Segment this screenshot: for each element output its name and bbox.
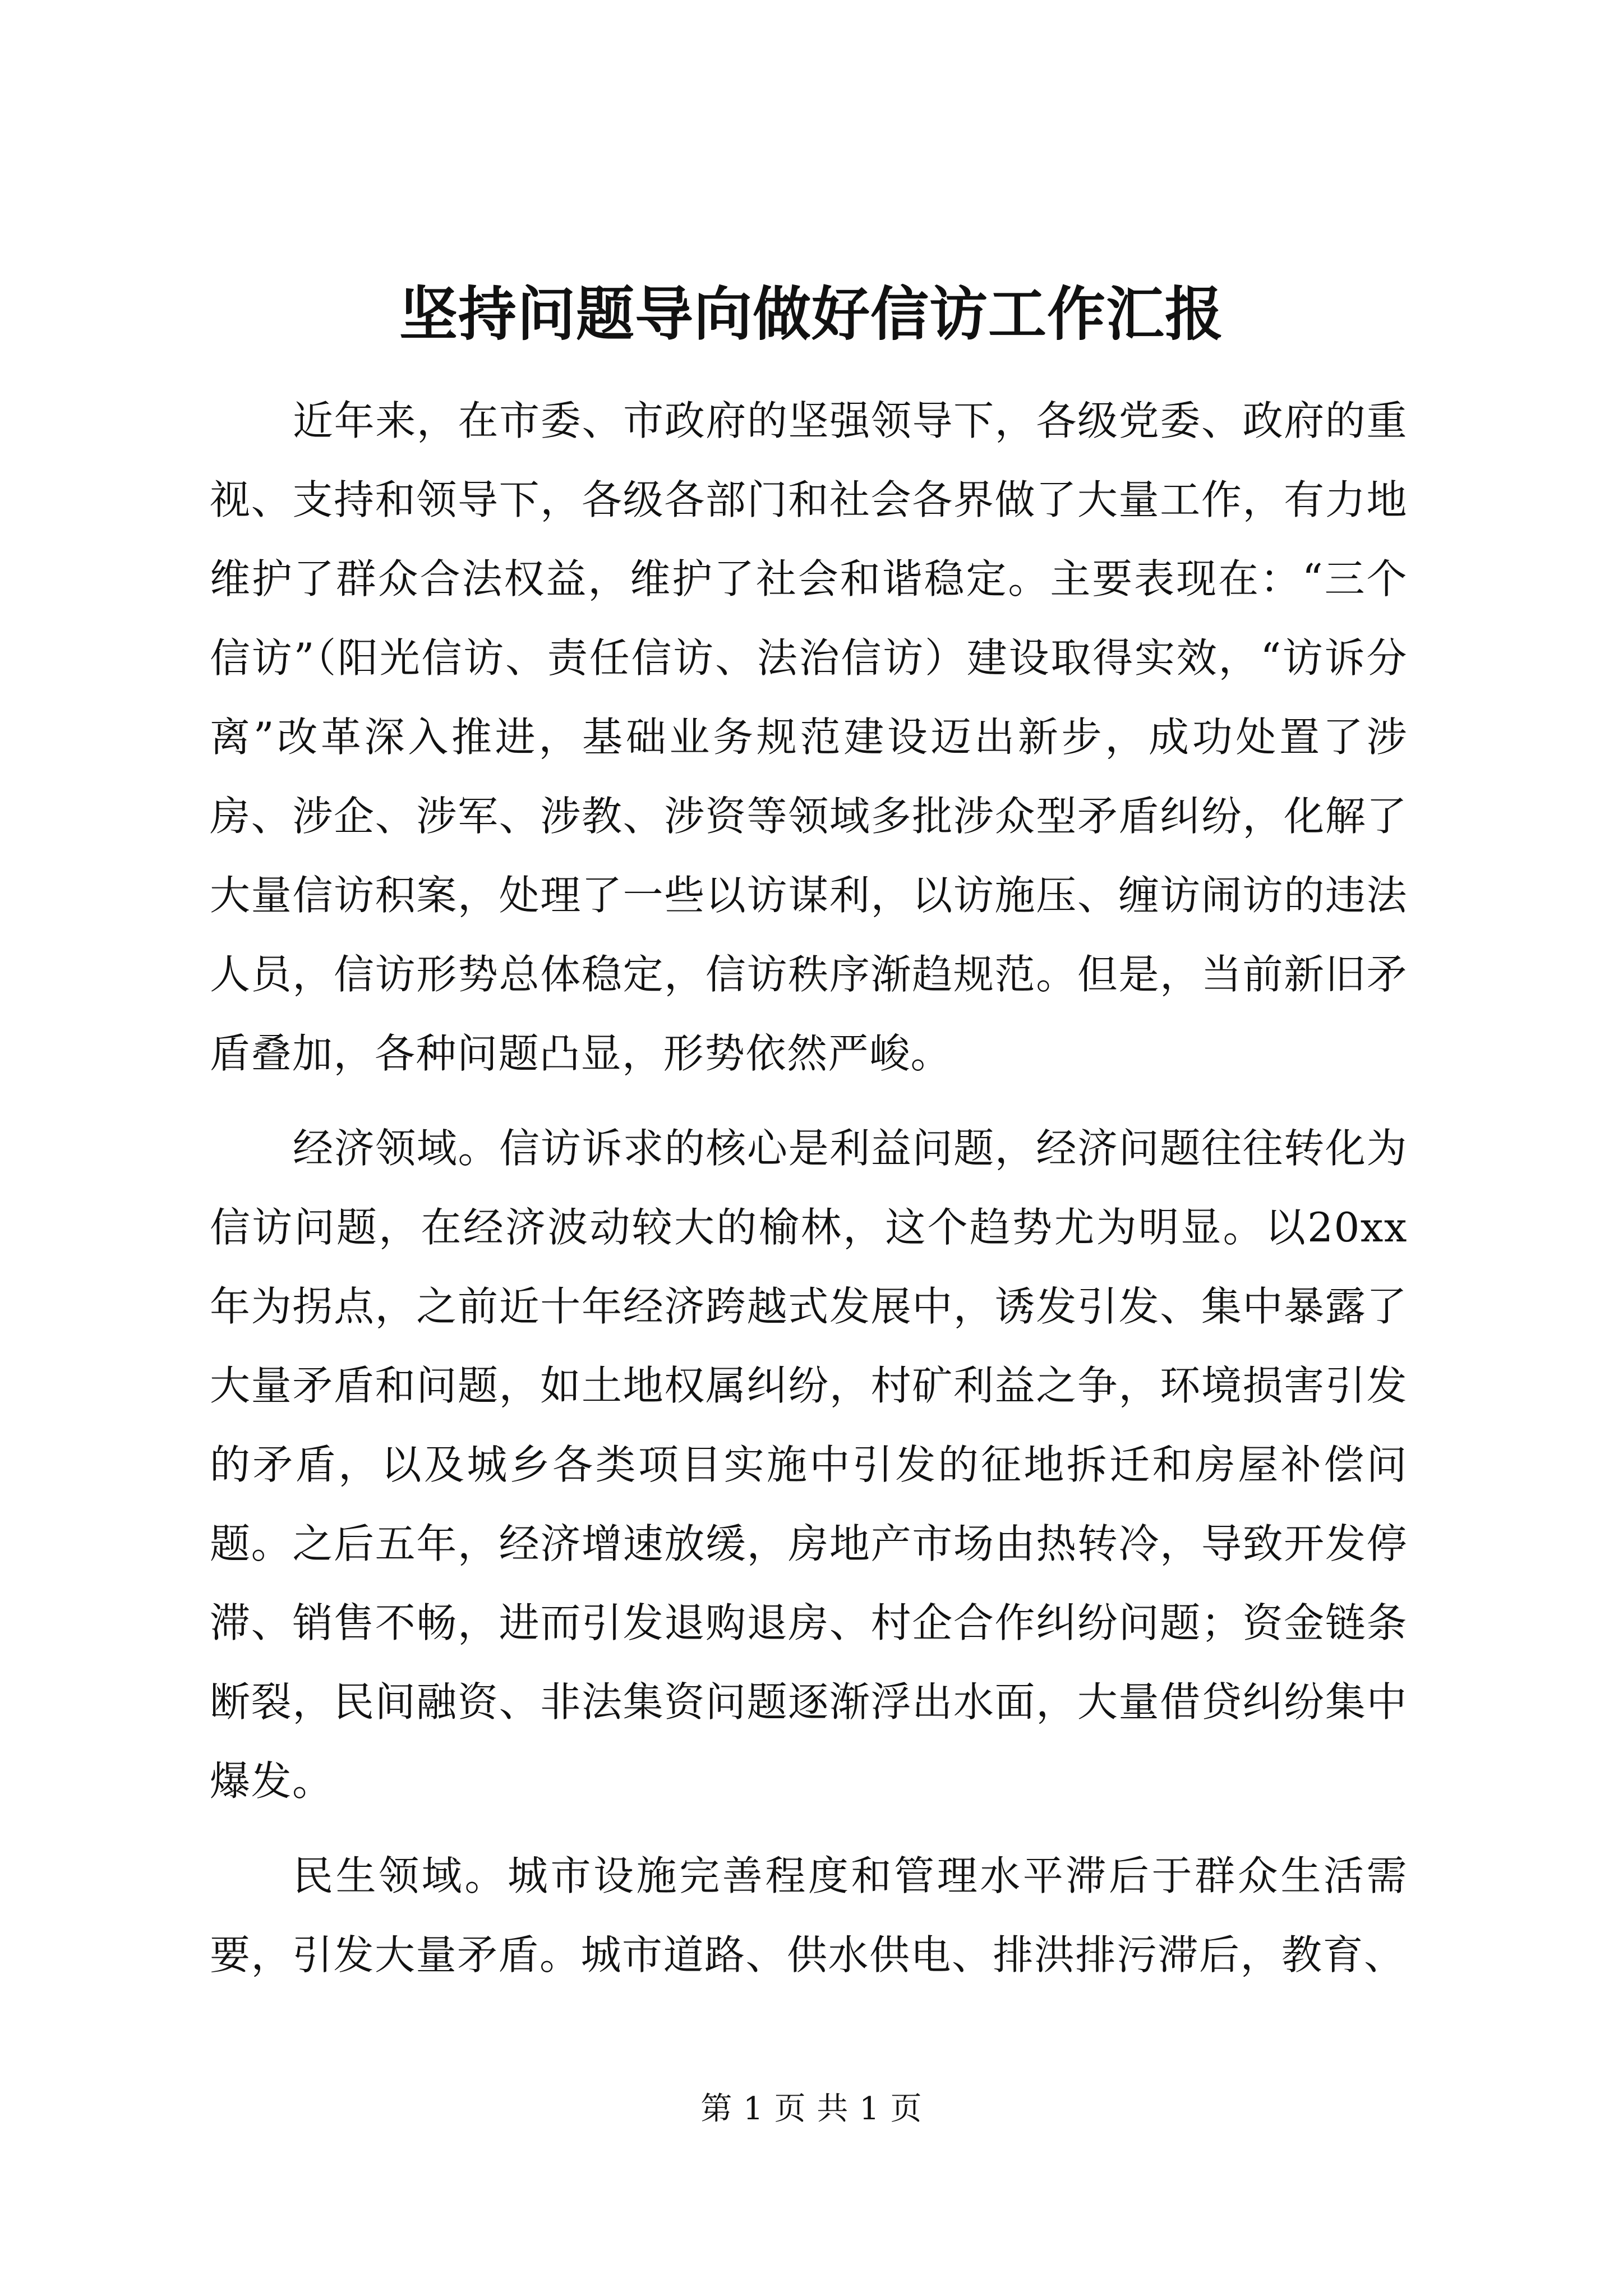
page-footer: 第 1 页 共 1 页 <box>700 2091 923 2127</box>
paragraph-economic-field: 经济领域。信访诉求的核心是利益问题，经济问题往往转化为信访问题，在经济波动较大的榆林，这个趋势尤为明显。以20xx年为拐点，之前近十年经济跨越式发展中，诱发引发、集中暴露了大量矛盾和问题，如土地权属纠纷，村矿利益之争，环境损害引发的矛盾，以及城乡各类项目实施中引发的征地拆迁和房屋补偿问题。之后五年，经济增速放缓，房地产市场由热转冷，导致开发停滞、销售不畅，进而引发退购退房、村企合作纠纷问题；资金链条断裂，民间融资、非法集资问题逐渐浮出水面，大量借贷纠纷集中爆发。 <box>210 1125 1408 1805</box>
paragraph-intro: 近年来，在市委、市政府的坚强领导下，各级党委、政府的重视、支持和领导下，各级各部门和社会各界做了大量工作，有力地维护了群众合法权益，维护了社会和谐稳定。主要表现在：“三个信访”（阳光信访、责任信访、法治信访）建设取得实效，“访诉分离”改革深入推进，基础业务规范建设迈出新步，成功处置了涉房、涉企、涉军、涉教、涉资等领域多批涉众型矛盾纠纷，化解了大量信访积案，处理了一些以访谋利，以访施压、缠访闹访的违法人员，信访形势总体稳定，信访秩序渐趋规范。但是，当前新旧矛盾叠加，各种问题凸显，形势依然严峻。 <box>210 397 1408 1077</box>
document-body <box>210 381 1408 2010</box>
document-title: 坚持问题导向做好信访工作汇报 <box>399 279 1224 348</box>
paragraph-livelihood-field: 民生领域。城市设施完善程度和管理水平滞后于群众生活需要，引发大量矛盾。城市道路、供水供电、排洪排污滞后，教育、 <box>210 1852 1408 1978</box>
